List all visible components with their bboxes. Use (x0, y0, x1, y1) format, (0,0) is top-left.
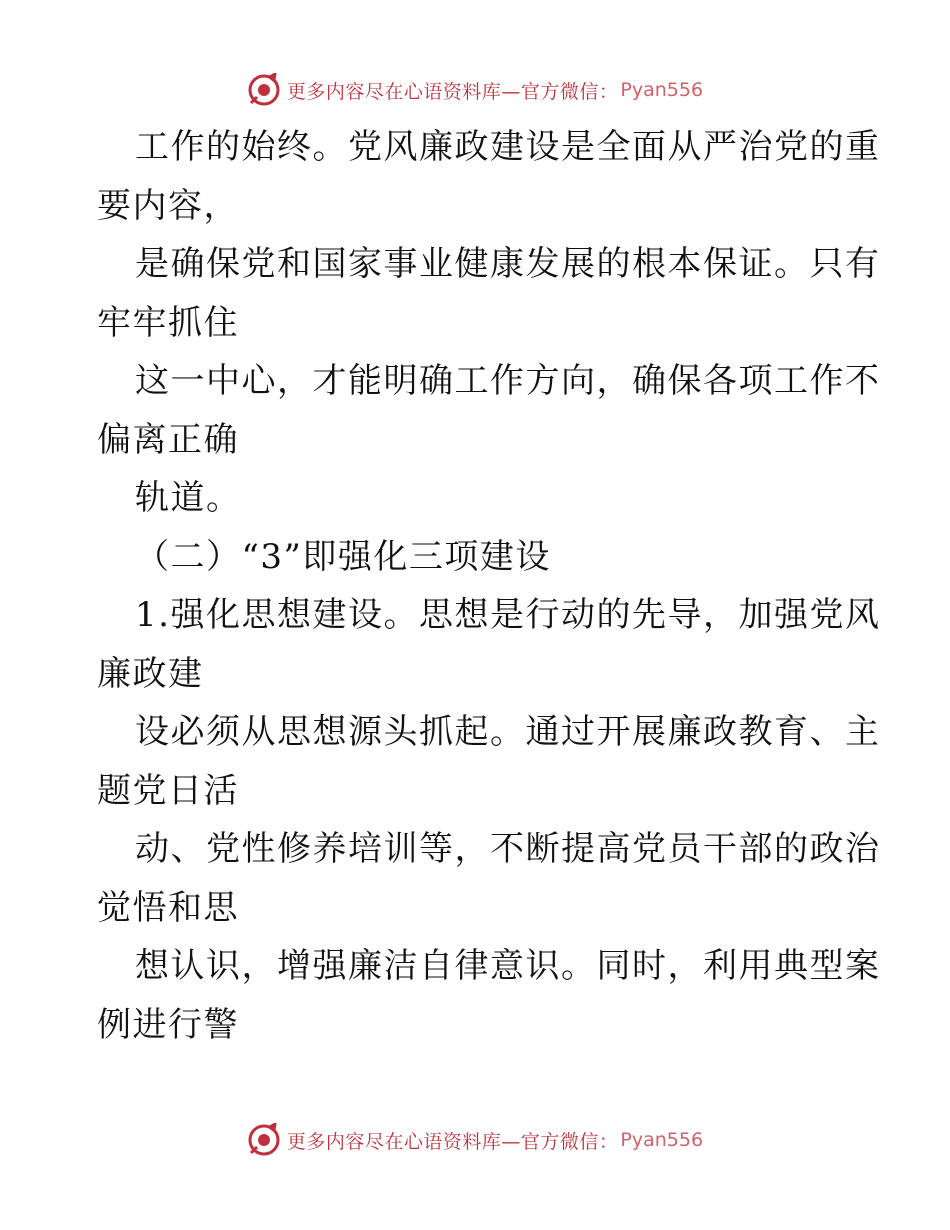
watermark-handle: Pyan556 (620, 1129, 704, 1151)
text-line: 要内容， (97, 185, 239, 226)
text-line: 例进行警 (97, 1004, 239, 1045)
text-line: 轨道。 (135, 478, 242, 518)
text-line: 1.强化思想建设。思想是行动的先导，加强党风 (135, 595, 881, 635)
logo-icon (247, 1123, 281, 1157)
text-line: 题党日活 (97, 770, 239, 811)
footer-watermark (0, 1120, 950, 1160)
text-line: 工作的始终。党风廉政建设是全面从严治党的重 (135, 127, 881, 167)
watermark-text: 更多内容尽在心语资料库—官方微信： (286, 1130, 619, 1153)
text-line: 想认识，增强廉洁自律意识。同时，利用典型案 (135, 946, 881, 986)
text-line: 廉政建 (97, 653, 204, 694)
text-line: 觉悟和思 (97, 887, 239, 928)
text-line: 这一中心，才能明确工作方向，确保各项工作不 (135, 361, 881, 401)
text-line: 设必须从思想源头抓起。通过开展廉政教育、主 (135, 712, 881, 752)
watermark-text: 更多内容尽在心语资料库—官方微信： (286, 80, 619, 103)
watermark-handle: Pyan556 (620, 79, 704, 101)
document-body (97, 118, 881, 1054)
text-line: 是确保党和国家事业健康发展的根本保证。只有 (135, 244, 881, 284)
text-line: 偏离正确 (97, 419, 239, 460)
text-line: 动、党性修养培训等，不断提高党员干部的政治 (135, 829, 881, 869)
text-line: 牢牢抓住 (97, 302, 239, 343)
text-line: （二）“3”即强化三项建设 (135, 536, 551, 577)
header-watermark (0, 70, 950, 110)
logo-icon (247, 73, 281, 107)
